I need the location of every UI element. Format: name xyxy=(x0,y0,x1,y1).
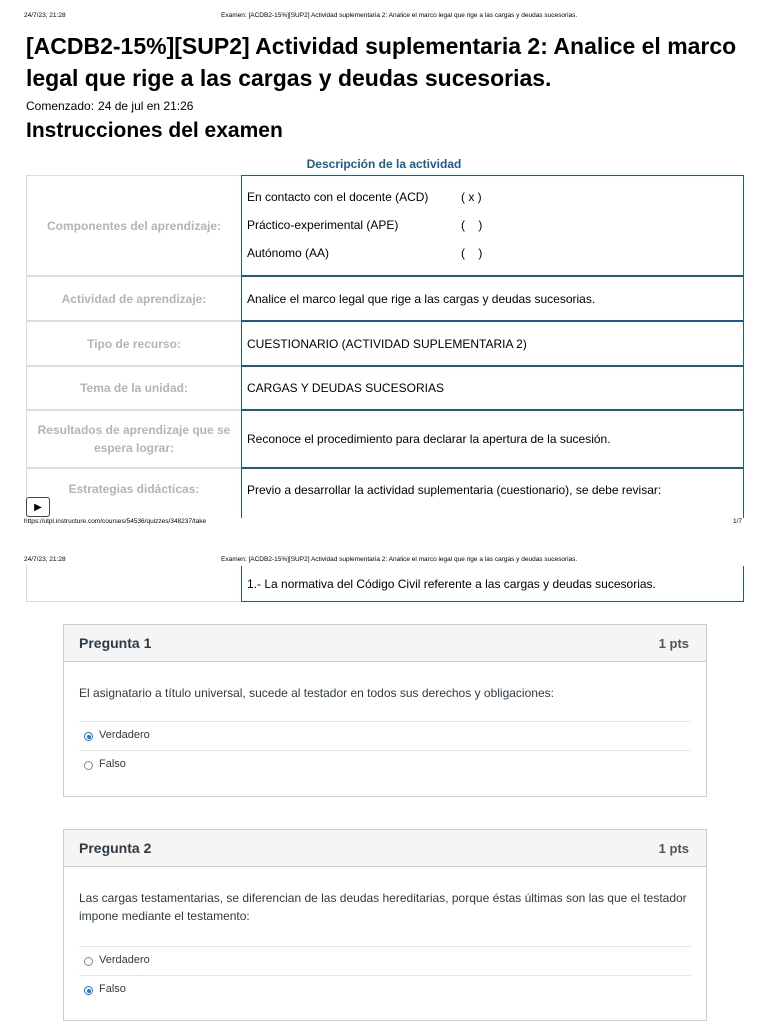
table-row xyxy=(26,566,744,602)
answer-option[interactable] xyxy=(79,750,691,780)
component-text: Práctico-experimental (APE) xyxy=(247,218,399,232)
print-page-number: 1/7 xyxy=(732,518,742,525)
answer-option[interactable] xyxy=(79,946,691,976)
question-points: 1 pts xyxy=(658,636,689,651)
row-label-empty xyxy=(26,566,241,602)
component-line xyxy=(247,190,482,204)
answer-option[interactable] xyxy=(79,975,691,1005)
row-value: CARGAS Y DEUDAS SUCESORIAS xyxy=(241,366,744,410)
row-label: Actividad de aprendizaje: xyxy=(26,276,241,321)
row-value: CUESTIONARIO (ACTIVIDAD SUPLEMENTARIA 2) xyxy=(241,321,744,366)
component-line xyxy=(247,246,483,260)
radio-icon[interactable] xyxy=(84,761,93,770)
table-row xyxy=(26,321,744,366)
row-value: Reconoce el procedimiento para declarar la apertura de la sucesión. xyxy=(241,410,744,468)
answer-option[interactable] xyxy=(79,721,691,751)
answer-label: Verdadero xyxy=(99,729,150,741)
print-url: https://utpl.instructure.com/courses/54536/quizzes/348237/take xyxy=(24,518,207,525)
component-text: Autónomo (AA) xyxy=(247,246,330,260)
started-label: Comenzado: xyxy=(26,99,95,113)
row-label: Resultados de aprendizaje que se espera lograr: xyxy=(26,410,241,468)
answer-label: Verdadero xyxy=(99,954,150,966)
question-title: Pregunta 1 xyxy=(79,635,152,651)
table-row xyxy=(26,175,744,276)
question-title: Pregunta 2 xyxy=(79,840,152,856)
activity-table-header: Descripción de la actividad xyxy=(306,157,462,171)
row-label: Tipo de recurso: xyxy=(26,321,241,366)
answer-label: Falso xyxy=(99,758,126,770)
print-header xyxy=(0,12,768,24)
row-value: Previo a desarrollar la actividad suplementaria (cuestionario), se debe revisar: xyxy=(241,468,744,518)
table-row xyxy=(26,276,744,321)
question-header xyxy=(64,625,706,662)
started-info xyxy=(26,99,197,113)
question-points: 1 pts xyxy=(658,841,689,856)
print-footer xyxy=(0,518,768,530)
answer-label: Falso xyxy=(99,983,126,995)
print-page-title: Examen: [ACDB2-15%][SUP2] Actividad suplementaria 2: Analice el marco legal que rige a las cargas y deudas sucesorias. xyxy=(221,556,578,563)
print-datetime: 24/7/23, 21:28 xyxy=(24,556,66,563)
quiz-title: [ACDB2-15%][SUP2] Actividad suplementaria 2: Analice el marco legal que rige a las cargas y deudas sucesorias. xyxy=(26,33,737,91)
component-text: En contacto con el docente (ACD) xyxy=(247,190,429,204)
table-row xyxy=(26,410,744,468)
play-button[interactable]: ▶ xyxy=(26,497,50,517)
radio-selected-icon[interactable] xyxy=(84,732,93,741)
component-mark: ( x ) xyxy=(461,190,482,204)
radio-icon[interactable] xyxy=(84,957,93,966)
components-cell xyxy=(241,175,744,276)
table-row xyxy=(26,468,744,518)
radio-selected-icon[interactable] xyxy=(84,986,93,995)
question-card xyxy=(63,829,707,1021)
question-text: Las cargas testamentarias, se diferencian de las deudas hereditarias, porque éstas últimas son las que el testador impone mediante el testamento: xyxy=(79,891,687,923)
component-line xyxy=(247,218,483,232)
question-card xyxy=(63,624,707,797)
row-value: Analice el marco legal que rige a las cargas y deudas sucesorias. xyxy=(241,276,744,321)
table-row xyxy=(26,366,744,410)
question-text: El asignatario a título universal, sucede al testador en todos sus derechos y obligaciones: xyxy=(79,686,554,700)
row-value: 1.- La normativa del Código Civil referente a las cargas y deudas sucesorias. xyxy=(241,566,744,602)
component-mark: ( ) xyxy=(461,218,483,232)
activity-table-continuation xyxy=(26,566,744,602)
row-label: Estrategias didácticas: xyxy=(26,468,241,518)
print-datetime: 24/7/23, 21:28 xyxy=(24,12,66,19)
started-value: 24 de jul en 21:26 xyxy=(98,99,194,113)
question-header xyxy=(64,830,706,867)
row-label: Tema de la unidad: xyxy=(26,366,241,410)
component-mark: ( ) xyxy=(461,246,483,260)
components-label: Componentes del aprendizaje: xyxy=(26,175,241,276)
instructions-heading: Instrucciones del examen xyxy=(26,119,283,142)
print-page-title: Examen: [ACDB2-15%][SUP2] Actividad suplementaria 2: Analice el marco legal que rige a las cargas y deudas sucesorias. xyxy=(221,12,578,19)
